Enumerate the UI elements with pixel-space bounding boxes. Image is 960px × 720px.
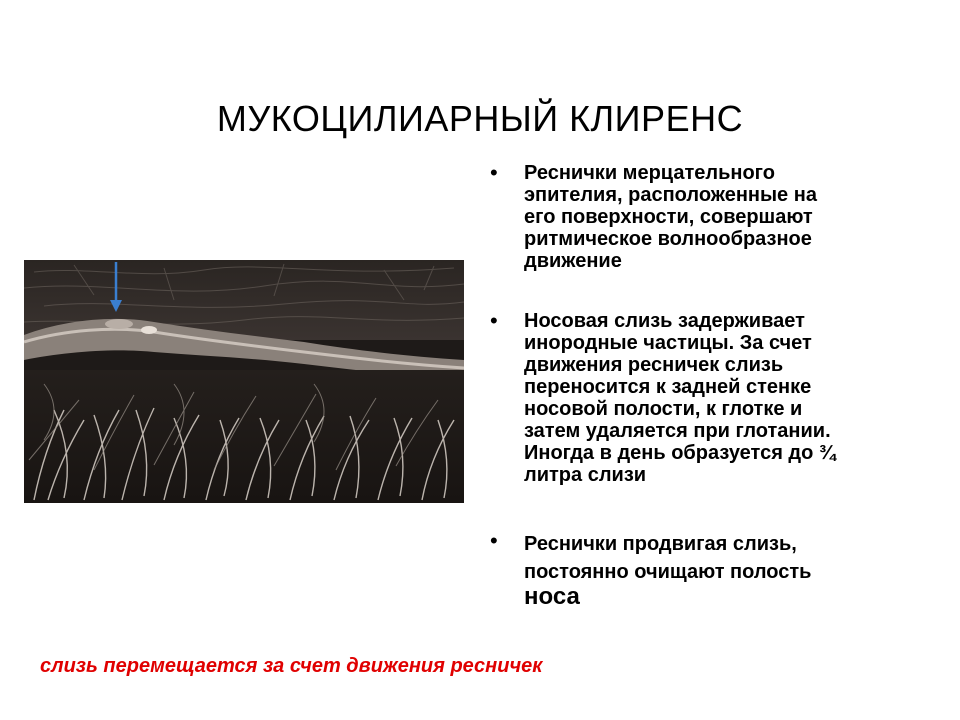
bullet-dot: •	[490, 528, 498, 553]
bullet-text: Реснички мерцательного эпителия, расположенные на его поверхности, совершают ритмическое волнообразное движение	[524, 162, 817, 272]
bullet-dot: •	[490, 160, 498, 185]
bullet-dot: •	[490, 308, 498, 333]
cilia-micrograph-image	[24, 260, 464, 503]
bullet-text-block	[524, 530, 914, 608]
slide-title: МУКОЦИЛИАРНЫЙ КЛИРЕНС	[216, 98, 744, 139]
bullet-text: Реснички продвигая слизь, постоянно очищают полость	[524, 533, 812, 583]
bullet-text: Носовая слизь задерживает инородные частицы. За счет движения ресничек слизь переносится к задней стенке носовой полости, к глотке и затем удаляется при глотании. Иногда в день образуется до ¾ литра слизи	[524, 310, 836, 486]
caption-text: слизь перемещается за счет движения ресничек	[40, 655, 543, 677]
bullet-text-emphasis: носа	[524, 583, 580, 610]
